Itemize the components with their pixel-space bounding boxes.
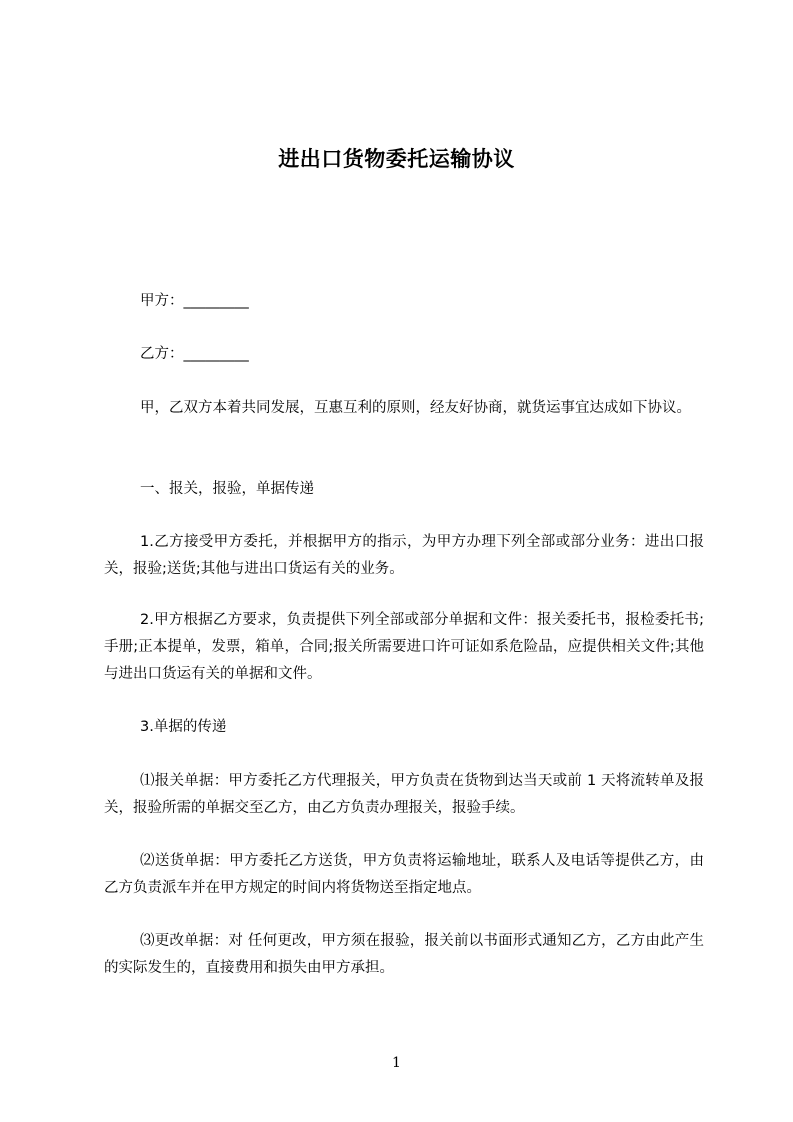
document-title: 进出口货物委托运输协议 [278,147,515,171]
party-a-line: 甲方：_________ [140,293,249,309]
sub-clause-2-paragraph: ⑵送货单据：甲方委托乙方送货，甲方负责将运输地址，联系人及电话等提供乙方，由乙方负责派车并在甲方规定的时间内将货物送至指定地点。 [104,853,704,896]
sub-clause-1-paragraph: ⑴报关单据：甲方委托乙方代理报关，甲方负责在货物到达当天或前 1 天将流转单及报关，报验所需的单据交至乙方，由乙方负责办理报关，报验手续。 [104,773,704,816]
page-number: 1 [392,1055,401,1071]
clause-3-heading: 3.单据的传递 [140,719,227,735]
sub-clause-3-paragraph: ⑶更改单据：对 任何更改，甲方须在报验，报关前以书面形式通知乙方，乙方由此产生的实际发生的，直接费用和损失由甲方承担。 [104,933,704,976]
party-b-line: 乙方：_________ [140,346,249,362]
clause-1-paragraph: 1.乙方接受甲方委托，并根据甲方的指示，为甲方办理下列全部或部分业务：进出口报关，报验;送货;其他与进出口货运有关的业务。 [104,534,704,577]
section-1-heading: 一、报关，报验，单据传递 [140,481,314,497]
clause-2-paragraph: 2.甲方根据乙方要求，负责提供下列全部或部分单据和文件：报关委托书，报检委托书;手册;正本提单，发票，箱单，合同;报关所需要进口许可证如系危险品，应提供相关文件;其他与进出口货运有关的单据和文件。 [104,612,704,682]
intro-paragraph: 甲，乙双方本着共同发展，互惠互利的原则，经友好协商，就货运事宜达成如下协议。 [140,400,691,416]
